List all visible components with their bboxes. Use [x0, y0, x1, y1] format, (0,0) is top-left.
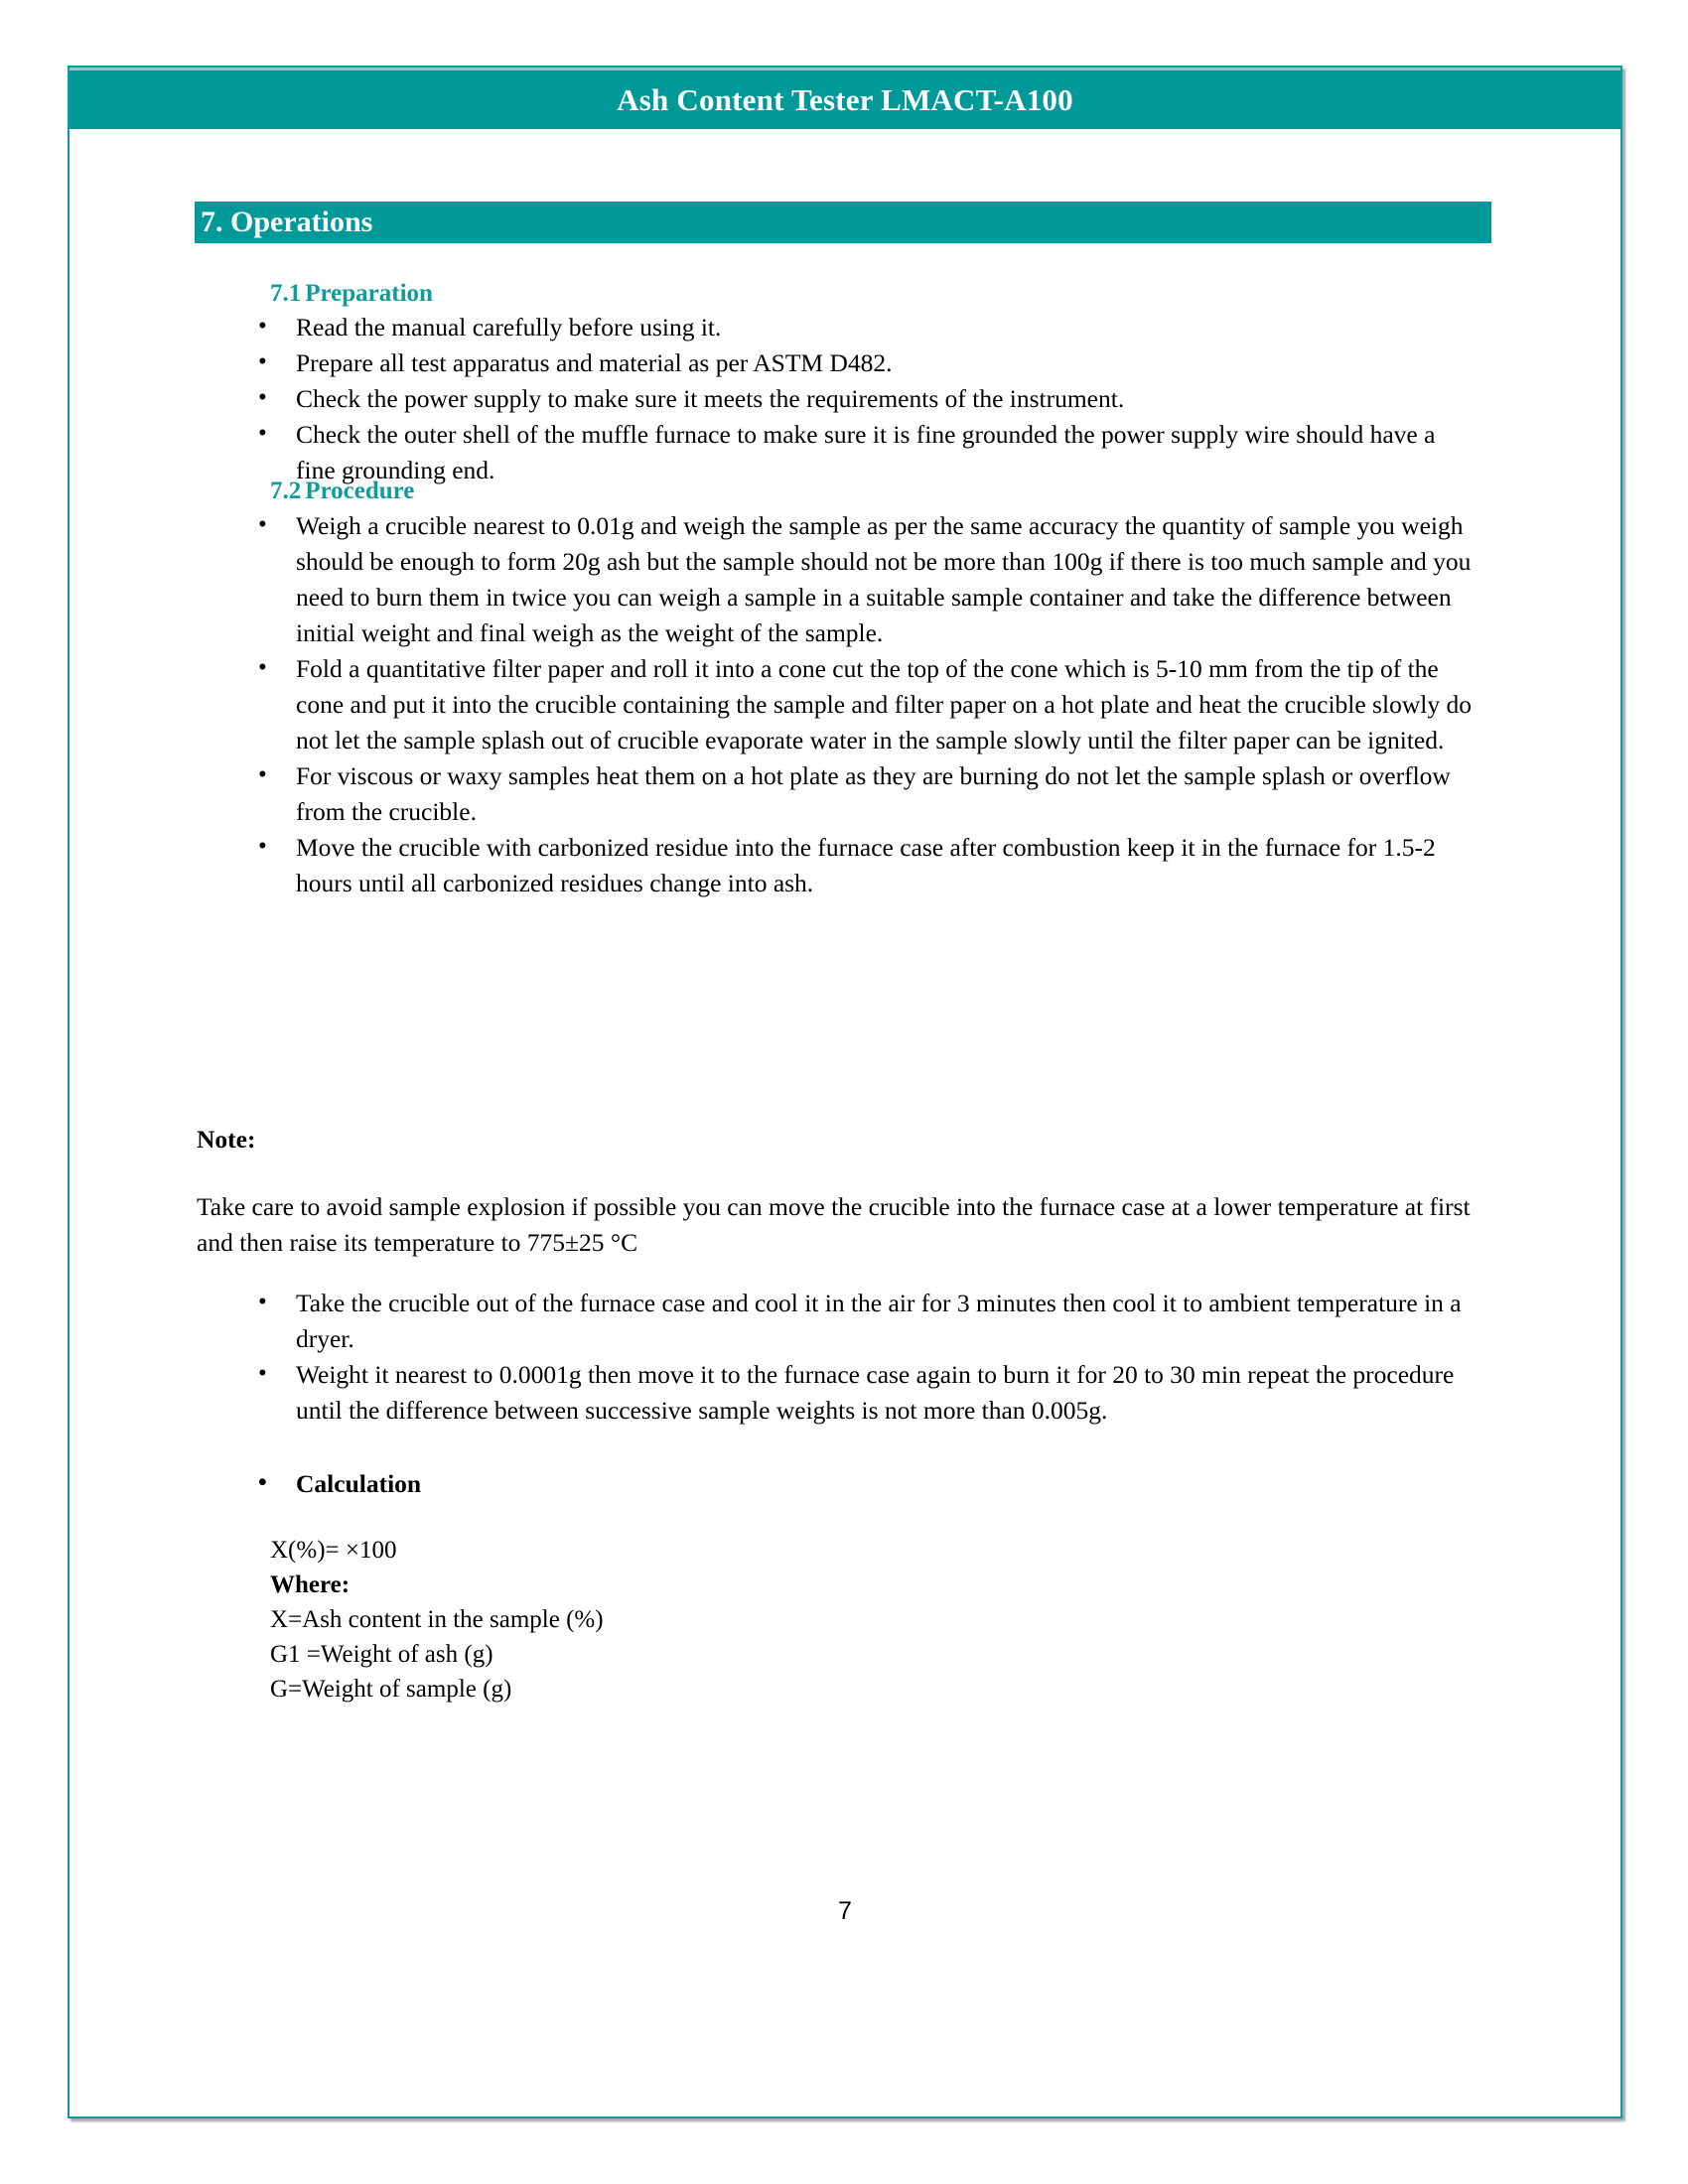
calculation-definition: X=Ash content in the sample (%)	[270, 1606, 604, 1633]
calculation-formula: X(%)= ×100	[270, 1537, 397, 1564]
list-item: • For viscous or waxy samples heat them on a hot plate as they are burning do not let the sample splash or overflow from the crucible.	[236, 758, 1473, 830]
list-item: • Calculation	[236, 1466, 1130, 1502]
document-header-band	[70, 68, 1620, 129]
post-note-bullet-list	[236, 1286, 1473, 1429]
list-item: • Prepare all test apparatus and material as per ASTM D482.	[236, 345, 1468, 381]
list-item: • Read the manual carefully before using it.	[236, 310, 1468, 345]
calculation-bullet-list	[236, 1466, 1130, 1502]
page-number: 7	[838, 1897, 852, 1925]
subsection-number-71: 7.1	[270, 280, 302, 307]
calculation-definition: G1 =Weight of ash (g)	[270, 1641, 493, 1668]
subsection-heading-procedure	[270, 478, 414, 505]
preparation-bullet-list	[236, 310, 1468, 488]
list-item: • Weigh a crucible nearest to 0.01g and weigh the sample as per the same accuracy the quantity of sample you weigh should be enough to form 20g ash but the sample should not be more than 100g if there is too much sample and you need to burn them in twice you can weigh a sample in a suitable sample container and take the difference between initial weight and final weigh as the weight of the sample.	[236, 508, 1473, 651]
page-frame	[68, 66, 1622, 2118]
procedure-bullet-list	[236, 508, 1473, 901]
list-item: • Check the power supply to make sure it meets the requirements of the instrument.	[236, 381, 1468, 417]
list-item: • Move the crucible with carbonized residue into the furnace case after combustion keep it in the furnace for 1.5-2 hours until all carbonized residues change into ash.	[236, 830, 1473, 901]
subsection-heading-preparation	[270, 280, 433, 308]
calculation-where-label: Where:	[270, 1571, 351, 1598]
document-title: Ash Content Tester LMACT-A100	[617, 81, 1073, 117]
calculation-definition: G=Weight of sample (g)	[270, 1676, 512, 1703]
note-body: Take care to avoid sample explosion if possible you can move the crucible into the furnace case at a lower temperature at first and then raise its temperature to 775±25 °C	[197, 1192, 1471, 1257]
list-item: • Fold a quantitative filter paper and roll it into a cone cut the top of the cone which is 5-10 mm from the tip of the cone and put it into the crucible containing the sample and filter paper on a hot plate and heat the crucible slowly do not let the sample splash out of crucible evaporate water in the sample slowly until the filter paper can be ignited.	[236, 651, 1473, 758]
list-item: • Take the crucible out of the furnace case and cool it in the air for 3 minutes then cool it to ambient temperature in a dryer.	[236, 1286, 1473, 1357]
list-item: • Weight it nearest to 0.0001g then move it to the furnace case again to burn it for 20 to 30 min repeat the procedure until the difference between successive sample weights is not more than 0.005g.	[236, 1357, 1473, 1429]
section-banner	[195, 202, 1491, 243]
calculation-details	[270, 1533, 1164, 1706]
note-label: Note:	[197, 1125, 256, 1154]
subsection-title-procedure: Procedure	[305, 478, 415, 504]
subsection-number-72: 7.2	[270, 478, 302, 504]
subsection-title-preparation: Preparation	[305, 280, 433, 307]
section-title: 7. Operations	[201, 205, 373, 238]
list-item: • Check the outer shell of the muffle furnace to make sure it is fine grounded the power supply wire should have a fine grounding end.	[236, 417, 1468, 488]
page-content	[70, 129, 1620, 2116]
